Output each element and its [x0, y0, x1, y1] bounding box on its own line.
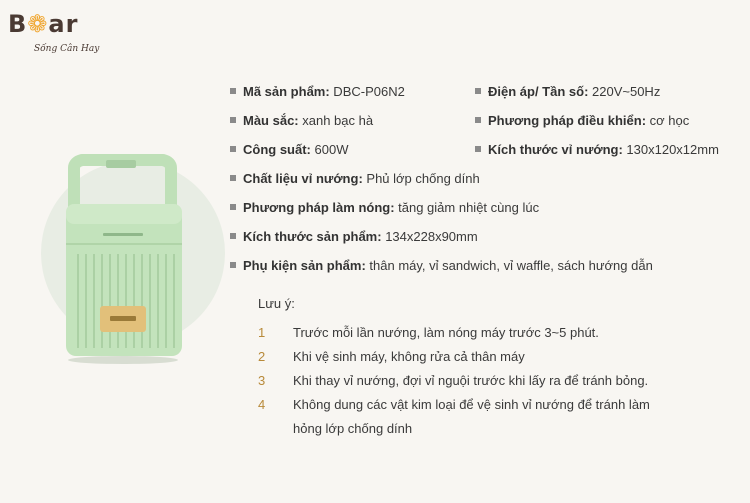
brand-tagline: Sống Cân Hay	[34, 44, 100, 54]
note-item	[258, 369, 728, 393]
spec-plate-size: Kích thước vỉ nướng: 130x120x12mm	[475, 142, 719, 157]
note-text: Khi vệ sinh máy, không rửa cả thân máy	[293, 349, 525, 364]
note-number: 2	[258, 349, 266, 364]
bullet-icon	[230, 146, 236, 152]
note-item	[258, 345, 728, 369]
spec-voltage: Điện áp/ Tần số: 220V~50Hz	[475, 84, 660, 99]
bullet-icon	[230, 233, 236, 239]
spec-row	[230, 171, 740, 200]
notes-section	[258, 296, 728, 441]
brand-logo-text: B❁ar	[8, 10, 79, 38]
spec-row	[230, 84, 740, 113]
note-item	[258, 321, 728, 345]
spec-product-size: Kích thước sản phẩm: 134x228x90mm	[230, 229, 478, 244]
note-text-continued: hỏng lớp chống dính	[293, 421, 413, 436]
bullet-icon	[475, 146, 481, 152]
bullet-icon	[230, 175, 236, 181]
spec-control-method: Phương pháp điều khiển: cơ học	[475, 113, 689, 128]
note-text: Khi thay vỉ nướng, đợi vỉ nguội trước khi lấy ra để tránh bỏng.	[293, 373, 649, 388]
note-text: Không dung các vật kim loại để vệ sinh vỉ nướng để tránh làm	[293, 397, 650, 412]
note-item	[258, 393, 728, 441]
note-number: 4	[258, 397, 266, 412]
bullet-icon	[230, 262, 236, 268]
spec-plate-material: Chất liệu vỉ nướng: Phủ lớp chống dính	[230, 171, 480, 186]
notes-title: Lưu ý:	[258, 296, 295, 311]
sandwich-maker-image	[28, 138, 228, 378]
spec-row	[230, 113, 740, 142]
note-text: Trước mỗi lần nướng, làm nóng máy trước 3~5 phút.	[293, 325, 599, 340]
spec-row	[230, 258, 740, 287]
spec-row	[230, 200, 740, 229]
spec-power: Công suất: 600W	[230, 142, 348, 157]
bullet-icon	[475, 88, 481, 94]
paw-icon: ❁	[27, 10, 49, 38]
note-number: 1	[258, 325, 266, 340]
spec-row	[230, 229, 740, 258]
spec-accessories: Phụ kiện sản phẩm: thân máy, vỉ sandwich, vỉ waffle, sách hướng dẫn	[230, 258, 653, 273]
bullet-icon	[230, 88, 236, 94]
spec-product-code: Mã sản phẩm: DBC-P06N2	[230, 84, 405, 99]
bullet-icon	[475, 117, 481, 123]
bullet-icon	[230, 204, 236, 210]
spec-heating-method: Phương pháp làm nóng: tăng giảm nhiệt cùng lúc	[230, 200, 539, 215]
spec-list	[230, 84, 740, 287]
bullet-icon	[230, 117, 236, 123]
brand-logo	[8, 10, 108, 60]
spec-color: Màu sắc: xanh bạc hà	[230, 113, 373, 128]
spec-row	[230, 142, 740, 171]
note-number: 3	[258, 373, 266, 388]
